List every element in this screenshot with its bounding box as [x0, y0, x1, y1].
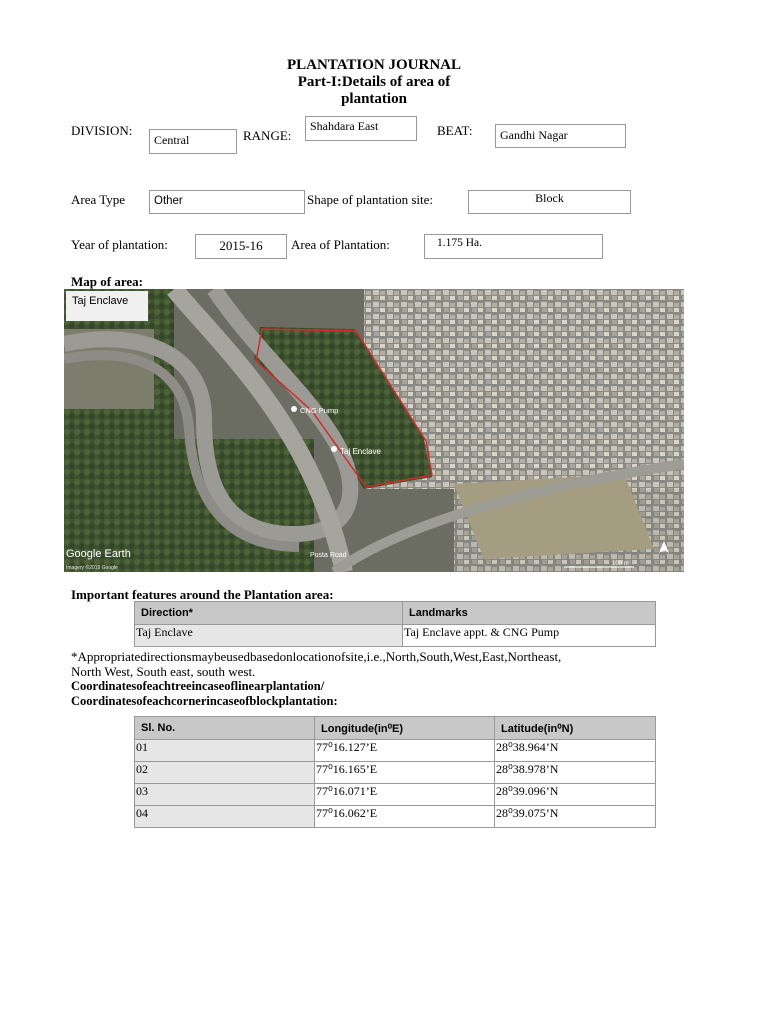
shape-field: Block [468, 190, 631, 214]
beat-field: Gandhi Nagar [495, 124, 626, 148]
column-header-landmarks: Landmarks [403, 602, 656, 625]
division-label: DIVISION: [71, 123, 133, 138]
table-row [135, 762, 656, 784]
table-row [135, 740, 656, 762]
column-header-direction: Direction* [135, 602, 403, 625]
satellite-map-drawing [64, 289, 684, 572]
map-pin-label-cng: CNG Pump [300, 406, 339, 415]
google-earth-watermark: Google Earth [66, 548, 131, 560]
latitude-cell: 28⁰39.075’N [495, 806, 656, 828]
sl-cell: 01 [135, 740, 315, 762]
range-label: RANGE: [243, 128, 292, 143]
directions-note-line2: North West, South east, south west. [71, 664, 256, 679]
area-field: 1.175 Ha. [424, 234, 603, 259]
latitude-cell: 28⁰39.096’N [495, 784, 656, 806]
table-row [135, 625, 656, 647]
latitude-cell: 28⁰38.978’N [495, 762, 656, 784]
table-row [135, 806, 656, 828]
sl-cell: 03 [135, 784, 315, 806]
map-scale-label: 100 m [612, 561, 629, 567]
features-table [134, 601, 656, 647]
beat-label: BEAT: [437, 123, 473, 138]
longitude-cell: 77⁰16.165’E [315, 762, 495, 784]
directions-note: *Appropriatedirectionsmaybeusedbasedonlocationofsite,i.e.,North,South,West,East,Northeast, [71, 649, 562, 664]
longitude-cell: 77⁰16.127’E [315, 740, 495, 762]
coordinates-heading-line2: Coordinatesofeachcornerincaseofblockplantation: [71, 694, 338, 708]
table-row [135, 784, 656, 806]
features-heading: Important features around the Plantation area: [71, 587, 334, 602]
map-caption: Taj Enclave [66, 291, 148, 321]
coordinates-table [134, 716, 656, 828]
sl-cell: 04 [135, 806, 315, 828]
range-field: Shahdara East [305, 116, 417, 141]
column-header-longitude: Longitude(in⁰E) [315, 717, 495, 740]
longitude-cell: 77⁰16.062’E [315, 806, 495, 828]
coordinates-header-row [135, 717, 656, 740]
column-header-sl: Sl. No. [135, 717, 315, 740]
features-header-row [135, 602, 656, 625]
area-type-field: Other [149, 190, 305, 214]
area-label: Area of Plantation: [291, 237, 390, 252]
journal-title: PLANTATION JOURNAL [286, 57, 462, 73]
sl-cell: 02 [135, 762, 315, 784]
longitude-cell: 77⁰16.071’E [315, 784, 495, 806]
map-heading: Map of area: [71, 274, 143, 289]
part-subtitle-line2: plantation [341, 91, 407, 107]
year-label: Year of plantation: [71, 237, 168, 252]
division-field: Central [149, 129, 237, 154]
map-road-label: Pusta Road [310, 552, 347, 559]
landmark-cell: Taj Enclave appt. & CNG Pump [403, 625, 656, 647]
latitude-cell: 28⁰38.964’N [495, 740, 656, 762]
area-type-label: Area Type [71, 192, 126, 207]
map-copyright: Imagery ©2019 Google [66, 565, 118, 571]
part-subtitle: Part-I:Details of area of [297, 74, 451, 90]
year-field: 2015-16 [195, 234, 287, 259]
satellite-map [64, 289, 684, 572]
column-header-latitude: Latitude(in⁰N) [495, 717, 656, 740]
direction-cell: Taj Enclave [135, 625, 403, 647]
map-pin-label-taj: Taj Enclave [340, 447, 381, 456]
coordinates-heading: Coordinatesofeachtreeincaseoflinearplantation/ [71, 679, 325, 693]
shape-label: Shape of plantation site: [307, 192, 434, 207]
